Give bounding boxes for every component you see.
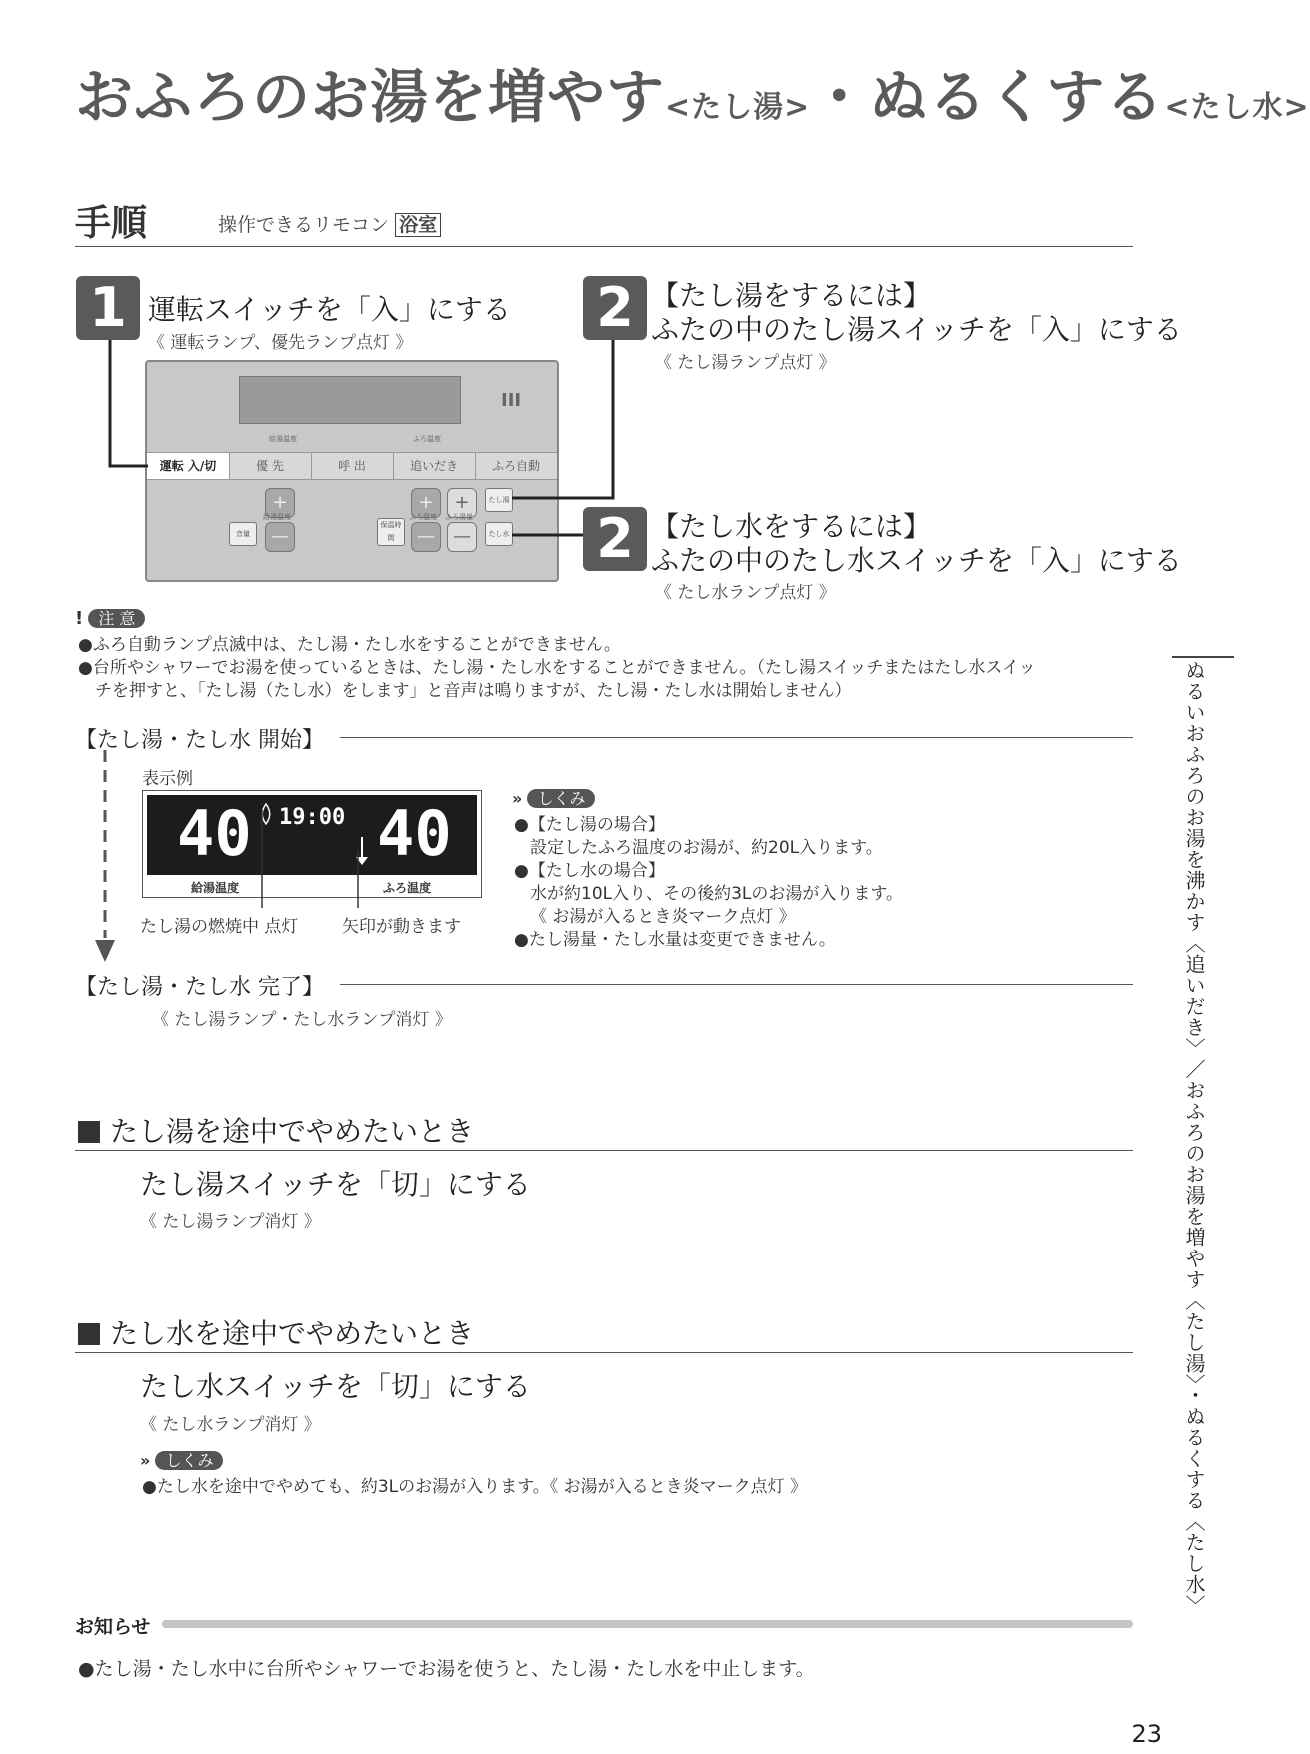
end-label: 【たし湯・たし水 完了】 — [75, 975, 324, 1000]
caution-item-2: ●台所やシャワーでお湯を使っているときは、たし湯・たし水をすることができません。（たし湯スイッチまたはたし水スイッ — [78, 658, 1036, 678]
step-2b-sub: 《 たし水ランプ点灯 》 — [655, 583, 836, 603]
step-2a-title-1: 【たし湯をするには】 — [651, 279, 932, 312]
shikumi-1-line-6: ●たし湯量・たし水量は変更できません。 — [514, 930, 836, 950]
furo-amount-label: ふろ湯量 — [445, 513, 473, 521]
double-chevron-icon: » — [512, 789, 523, 808]
title-main-1: おふろのお湯を増やす — [75, 63, 666, 131]
shikumi-1-line-1: ●【たし湯の場合】 — [514, 815, 665, 835]
remote-label-text: 操作できるリモコン — [218, 214, 390, 236]
shikumi-1-line-2: 設定したふろ温度のお湯が、約20L入ります。 — [530, 838, 883, 858]
caution-item-1: ●ふろ自動ランプ点滅中は、たし湯・たし水をすることができません。 — [78, 635, 621, 655]
furo-temp-label: ふろ温度 — [409, 513, 437, 521]
step-2a-number: 2 — [583, 276, 647, 340]
step-2a-title-2: ふたの中のたし湯スイッチを「入」にする — [651, 313, 1182, 346]
shikumi-1-badge: しくみ — [527, 789, 595, 808]
side-index-tab: ぬるいおふろのお湯を沸かす〈追いだき〉／おふろのお湯を増やす〈たし湯〉・ぬるくする〈たし水〉 — [1182, 660, 1206, 1616]
step-1-sub: 《 運転ランプ、優先ランプ点灯 》 — [148, 333, 413, 353]
stop-tashimizu-heading — [78, 1312, 474, 1352]
side-tab-rule — [1172, 656, 1234, 658]
tashiyu-switch[interactable]: たし湯 — [485, 488, 513, 512]
signal-bars-icon: III — [501, 390, 522, 411]
bath-auto-button[interactable]: ふろ自動 — [491, 459, 540, 473]
display-time: 19:00 — [279, 805, 346, 830]
end-sub: 《 たし湯ランプ・たし水ランプ消灯 》 — [152, 1010, 452, 1030]
run-switch-button[interactable]: 運転 入/切 — [147, 453, 230, 479]
caution-item-3: チを押すと、「たし湯（たし水）をします」と音声は鳴りますが、たし湯・たし水は開始しません） — [95, 681, 852, 701]
step-2a-sub: 《 たし湯ランプ点灯 》 — [655, 353, 836, 373]
kyuto-minus-button[interactable]: — — [265, 522, 295, 552]
shikumi-1-line-3: ●【たし水の場合】 — [514, 861, 665, 881]
step-1-number: 1 — [76, 276, 140, 340]
title-dot: ・ — [810, 63, 870, 131]
furo-temp-minus-button[interactable]: — — [411, 522, 441, 552]
remote-furo-label: ふろ温度 — [413, 435, 441, 443]
stop-tashiyu-heading-text: たし湯を途中でやめたいとき — [110, 1115, 475, 1148]
furo-amount-minus-button[interactable]: — — [447, 522, 477, 552]
stop-tashimizu-action: たし水スイッチを「切」にする — [140, 1370, 531, 1403]
reheat-button[interactable]: 追いだき — [393, 453, 476, 479]
stop-tashimizu-divider — [75, 1352, 1133, 1353]
start-divider — [340, 737, 1133, 738]
keep-warm-button[interactable]: 保温時間 — [377, 518, 405, 546]
step-2a-connector — [512, 340, 613, 498]
notice-bar — [162, 1620, 1133, 1628]
shikumi-1-heading — [512, 786, 595, 809]
notice-label: お知らせ — [75, 1616, 151, 1638]
caption-arrow-moves: 矢印が動きます — [342, 917, 461, 937]
shikumi-1-line-5: 《 お湯が入るとき炎マーク点灯 》 — [530, 907, 796, 927]
shikumi-2-line: ●たし水を途中でやめても、約3Lのお湯が入ります。《 お湯が入るとき炎マーク点灯 》 — [142, 1477, 808, 1497]
exclamation-icon: ! — [75, 608, 84, 629]
stop-tashiyu-action: たし湯スイッチを「切」にする — [140, 1168, 531, 1201]
progress-arrow-icon — [95, 750, 115, 970]
step-connector-lines — [0, 0, 1240, 700]
page-number: 23 — [1131, 1720, 1162, 1748]
stop-tashiyu-sub: 《 たし湯ランプ消灯 》 — [140, 1212, 321, 1232]
start-label: 【たし湯・たし水 開始】 — [75, 728, 324, 753]
step-2b-title-2: ふたの中のたし水スイッチを「入」にする — [651, 544, 1182, 577]
step-1-title: 運転スイッチを「入」にする — [148, 293, 511, 326]
furo-amount-plus-button[interactable]: + — [447, 488, 477, 518]
caution-heading — [75, 606, 145, 629]
stop-tashiyu-divider — [75, 1150, 1133, 1151]
remote-kyuto-label: 給湯温度 — [269, 435, 297, 443]
caution-badge: 注 意 — [88, 609, 145, 628]
furo-temp-plus-button[interactable]: + — [411, 488, 441, 518]
display-left-temp: 40 — [177, 797, 252, 870]
kyuto-plus-button[interactable]: + — [265, 488, 295, 518]
stop-tashimizu-sub: 《 たし水ランプ消灯 》 — [140, 1415, 321, 1435]
step-2b-number: 2 — [583, 507, 647, 571]
display-example-label: 表示例 — [142, 769, 193, 789]
notice-line: ●たし湯・たし水中に台所やシャワーでお湯を使うと、たし湯・たし水を中止します。 — [78, 1658, 815, 1680]
display-furo-label: ふろ温度 — [383, 881, 432, 895]
step-1-connector — [110, 340, 148, 466]
double-chevron-icon: » — [140, 1451, 151, 1470]
end-divider — [340, 984, 1133, 985]
title-sub-1: <たし湯> — [665, 90, 811, 125]
call-button[interactable]: 呼 出 — [311, 453, 394, 479]
title-main-2: ぬるくする — [869, 63, 1165, 131]
square-bullet-icon — [78, 1121, 100, 1143]
shikumi-2-badge: しくみ — [155, 1451, 223, 1470]
caption-burning: たし湯の燃焼中 点灯 — [140, 917, 299, 937]
volume-button[interactable]: 音量 — [229, 522, 257, 546]
stop-tashiyu-heading — [78, 1110, 474, 1150]
stop-tashimizu-heading-text: たし水を途中でやめたいとき — [110, 1317, 475, 1350]
shikumi-1-line-4: 水が約10L入り、その後約3Lのお湯が入ります。 — [530, 884, 904, 904]
tashimizu-switch[interactable]: たし水 — [485, 522, 513, 546]
priority-button[interactable]: 優 先 — [229, 453, 312, 479]
title-sub-2: <たし水> — [1164, 90, 1310, 125]
kyuto-temp-label: 給湯温度 — [263, 513, 291, 521]
step-2b-title-1: 【たし水をするには】 — [651, 510, 932, 543]
caption-pointers — [250, 810, 370, 910]
display-kyuto-label: 給湯温度 — [191, 881, 240, 895]
remote-name-box: 浴室 — [395, 213, 441, 237]
display-right-temp: 40 — [377, 797, 452, 870]
procedure-heading: 手順 — [75, 203, 148, 244]
square-bullet-icon — [78, 1323, 100, 1345]
shikumi-2-heading — [140, 1448, 223, 1471]
